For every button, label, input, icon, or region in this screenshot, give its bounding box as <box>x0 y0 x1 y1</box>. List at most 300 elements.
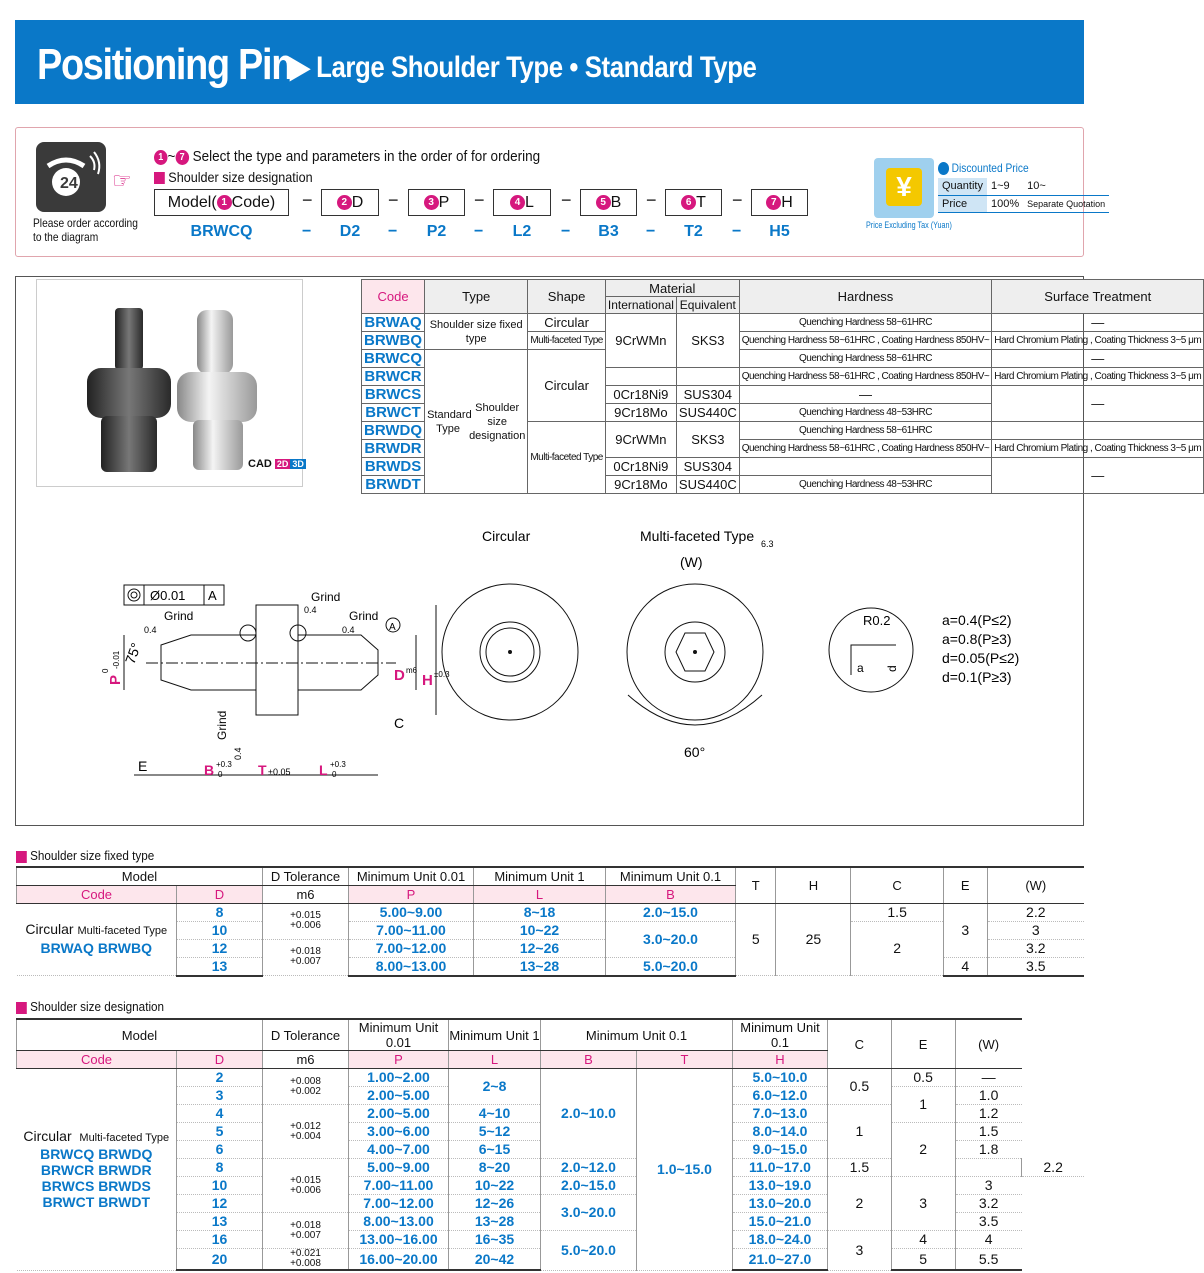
col-shape: Shape <box>528 280 606 314</box>
surface-cell: — <box>992 314 1204 332</box>
b-cell: 5.0~20.0 <box>606 957 736 976</box>
l-cell: 20~42 <box>449 1249 541 1271</box>
shoulder-label-text: Shoulder size designation <box>168 169 313 185</box>
separator-dash: − <box>474 190 485 210</box>
p-cell: 7.00~11.00 <box>349 921 474 939</box>
col-hardness: Hardness <box>739 280 992 314</box>
h-l: L <box>474 885 606 903</box>
p-tol-bot: -0.01 <box>112 650 121 669</box>
b-cell: 3.0~20.0 <box>541 1195 637 1231</box>
tol-upper: +0.012 <box>290 1120 321 1132</box>
t-tol: ±0.05 <box>268 767 291 777</box>
surface-cell: — <box>992 386 1204 422</box>
hardness-cell: — <box>739 386 992 404</box>
b-cell: 5.0~20.0 <box>541 1231 637 1271</box>
p-cell: 7.00~12.00 <box>349 939 474 957</box>
l-cell: 10~22 <box>474 921 606 939</box>
h-cell: 15.0~21.0 <box>733 1213 828 1231</box>
mat-cell: 0Cr18Ni9 <box>605 458 676 476</box>
l-cell: 13~28 <box>449 1213 541 1231</box>
code-cell: BRWDT <box>98 1194 151 1211</box>
cad-2d-icon[interactable]: 2D <box>276 459 289 469</box>
p-cell: 2.00~5.00 <box>349 1105 449 1123</box>
w-cell: 2.2 <box>1022 1159 1084 1177</box>
h-min1: Minimum Unit 1 <box>474 867 606 885</box>
h-d: D <box>177 885 263 903</box>
code-brwbq: BRWBQ <box>97 940 152 957</box>
shape-cell: Multi-faceted Type <box>528 422 606 494</box>
b-dim: B <box>204 762 215 778</box>
l-cell: 13~28 <box>474 957 606 976</box>
pointing-hand-icon: ☞ <box>112 168 132 193</box>
type-standard-text: Standard Type <box>427 408 472 435</box>
hardness-cell: Quenching Hardness 58~61HRC <box>739 422 992 440</box>
e-cell: 4 <box>891 1231 955 1249</box>
h-min001: Minimum Unit 0.01 <box>349 1019 449 1051</box>
e-cell: 3 <box>943 903 987 957</box>
step-number-icon: 2 <box>337 195 352 210</box>
desig-code-cell <box>17 1069 177 1271</box>
cad-3d-icon[interactable]: 3D <box>292 459 304 469</box>
code-cell: BRWCS <box>41 1178 95 1195</box>
tol-cell <box>263 1159 349 1213</box>
b-cell: 2.0~15.0 <box>541 1177 637 1195</box>
code-cell: BRWDR <box>98 1162 152 1179</box>
w-cell: 3 <box>955 1177 1022 1195</box>
tol-cell <box>263 1213 349 1249</box>
example-dash: − <box>474 223 484 240</box>
w-cell: 3.5 <box>955 1213 1022 1231</box>
tol-upper: +0.015 <box>290 910 321 921</box>
code-cell: BRWDR <box>362 440 425 458</box>
h-e: E <box>943 867 987 903</box>
angle-75: 75° <box>121 640 145 667</box>
w-cell: — <box>955 1069 1022 1087</box>
order-note: Please order according to the diagram <box>33 216 138 244</box>
h-min01b: Minimum Unit 0.1 <box>733 1019 828 1051</box>
example-code: BRWCQ <box>190 223 253 240</box>
p-cell: 16.00~20.00 <box>349 1249 449 1271</box>
h-l: L <box>449 1051 541 1069</box>
multi-text: Multi-faceted Type <box>79 1132 170 1145</box>
example-l: L2 <box>512 223 532 240</box>
d-cell: 2 <box>177 1069 263 1087</box>
c-dim: C <box>394 715 405 731</box>
grind-label-3: Grind <box>349 609 379 623</box>
tol-upper: +0.008 <box>290 1075 321 1087</box>
step-number-icon: 3 <box>424 195 439 210</box>
c-cell: 0.5 <box>828 1069 892 1105</box>
pink-square-icon <box>16 851 27 863</box>
tol-upper: +0.018 <box>290 1219 321 1231</box>
fixed-type-table <box>16 866 1084 977</box>
equiv-cell: SKS3 <box>676 422 739 458</box>
t-cell: 5 <box>736 903 776 976</box>
l-cell: 10~22 <box>449 1177 541 1195</box>
separator-dash: − <box>646 190 657 210</box>
tol-lower: +0.004 <box>290 1130 321 1142</box>
w-cell: 3.2 <box>987 939 1084 957</box>
example-p: P2 <box>426 223 447 240</box>
qty-2: 10~ <box>1023 178 1109 195</box>
circular-text: Circular <box>23 1128 72 1145</box>
type-fixed: Shoulder size fixed type <box>425 314 528 350</box>
separator-dash: − <box>302 190 313 210</box>
example-dash: − <box>561 223 571 240</box>
step-number-icon: 5 <box>596 195 611 210</box>
pin-photo-illustration <box>37 280 302 486</box>
col-material: Material <box>605 280 739 297</box>
yen-glyph: ¥ <box>886 168 922 206</box>
blue-dot-icon <box>938 162 949 175</box>
code-cell: BRWBQ <box>362 332 425 350</box>
tol-upper: +0.015 <box>290 1174 321 1186</box>
circular-view-label: Circular <box>482 528 531 544</box>
b-box <box>580 189 637 216</box>
c-cell: 1.5 <box>851 903 944 921</box>
d-cell: 16 <box>177 1231 263 1249</box>
tol-upper: +0.018 <box>290 946 321 958</box>
p-cell: 5.00~9.00 <box>349 903 474 921</box>
roughness-label: 0.4 <box>144 625 157 635</box>
h-h: H <box>776 867 851 903</box>
h-min01: Minimum Unit 0.1 <box>606 867 736 885</box>
fixed-label-text: Shoulder size fixed type <box>30 848 155 863</box>
step-number-icon: 7 <box>766 195 781 210</box>
p-cell: 5.00~9.00 <box>349 1159 449 1177</box>
qty-label: Quantity <box>938 178 987 195</box>
material-table <box>361 279 1204 494</box>
tol-cell <box>263 1105 349 1159</box>
hardness-cell: Quenching Hardness 48~53HRC <box>739 404 992 422</box>
h-min01: Minimum Unit 0.1 <box>541 1019 733 1051</box>
d-cell: 12 <box>177 1195 263 1213</box>
e-cell: 4 <box>943 957 987 976</box>
roughness-63: 6.3 <box>761 539 774 549</box>
p-cell: 7.00~11.00 <box>349 1177 449 1195</box>
p-cell: 4.00~7.00 <box>349 1141 449 1159</box>
h-p: P <box>349 1051 449 1069</box>
example-dash: − <box>732 223 742 240</box>
e-cell: 2 <box>891 1123 955 1177</box>
price-excl-tax: Price Excluding Tax (Yuan) <box>866 220 952 230</box>
code-cell: BRWDQ <box>98 1146 153 1163</box>
d-cell: 10 <box>177 921 263 939</box>
example-dash: − <box>646 223 656 240</box>
step-number-icon: 1 <box>217 195 232 210</box>
code-cell: BRWDS <box>362 458 425 476</box>
h-b: B <box>541 1051 637 1069</box>
yen-icon <box>874 158 934 218</box>
h-label: H <box>781 194 793 211</box>
tol-lower: +0.002 <box>290 1085 321 1097</box>
step-range-tilde: ~ <box>167 148 176 165</box>
example-h: H5 <box>769 223 790 240</box>
code-cell: BRWCT <box>42 1194 95 1211</box>
shoulder-size-label <box>154 169 313 185</box>
code-cell: BRWCS <box>362 386 425 404</box>
d-cell: 13 <box>177 1213 263 1231</box>
example-d: D2 <box>339 223 361 240</box>
w-cell: 1.5 <box>955 1123 1022 1141</box>
code-cell: BRWCQ <box>362 350 425 368</box>
w-dim: (W) <box>680 554 703 570</box>
surface-cell: — <box>992 458 1204 494</box>
h-dtol: D Tolerance <box>263 867 349 885</box>
multi-view-label: Multi-faceted Type <box>640 528 755 544</box>
d-label: D <box>351 194 364 211</box>
tol-upper: +0.021 <box>290 1248 321 1259</box>
e-cell: 0.5 <box>891 1069 955 1087</box>
h-cell: 25 <box>776 903 851 976</box>
code-cell: BRWCT <box>362 404 425 422</box>
svg-text:24: 24 <box>60 175 78 192</box>
b-cell: 3.0~20.0 <box>606 921 736 957</box>
e-cell: 1 <box>891 1087 955 1123</box>
p-cell: 1.00~2.00 <box>349 1069 449 1087</box>
mat-cell: 9CrWMn <box>605 314 676 368</box>
tol-cell <box>263 939 349 976</box>
code-cell: BRWCR <box>362 368 425 386</box>
code-cell: BRWAQ <box>362 314 425 332</box>
page-title: Positioning Pin <box>37 40 294 89</box>
code-cell: BRWDT <box>362 476 425 494</box>
l-cell: 8~20 <box>449 1159 541 1177</box>
b-cell: 2.0~10.0 <box>541 1069 637 1159</box>
angle-60: 60° <box>684 744 706 760</box>
step-number-icon: 6 <box>681 195 696 210</box>
h-h: H <box>733 1051 828 1069</box>
p-cell: 8.00~13.00 <box>349 1213 449 1231</box>
l-cell: 6~15 <box>449 1141 541 1159</box>
title-bar <box>15 20 1084 104</box>
d-cell: 13 <box>177 957 263 976</box>
l-cell: 12~26 <box>474 939 606 957</box>
t-dim: T <box>258 762 267 778</box>
p-dim: P <box>107 674 124 685</box>
qty-1: 1~9 <box>987 178 1023 195</box>
l-cell: 4~10 <box>449 1105 541 1123</box>
c-cell: 2 <box>828 1177 892 1231</box>
pink-square-icon <box>154 172 165 184</box>
w-cell: 3.5 <box>987 957 1084 976</box>
w-cell: 2.2 <box>987 903 1084 921</box>
h-t: T <box>736 867 776 903</box>
hardness-cell <box>739 458 992 476</box>
step-number-icon: 7 <box>175 150 189 165</box>
hardness-cell: Quenching Hardness 58~61HRC , Coating Hardness 850HV~ <box>739 368 992 386</box>
w-cell: 5.5 <box>955 1249 1022 1271</box>
roughness-label: 0.4 <box>304 605 317 615</box>
discounted-text: Discounted Price <box>951 161 1029 175</box>
technical-drawing <box>16 495 1083 825</box>
b-tol-zero: 0 <box>218 770 223 779</box>
h-dtol: D Tolerance <box>263 1019 349 1051</box>
tol-lower: +0.006 <box>290 1184 321 1196</box>
hardness-cell: Quenching Hardness 58~61HRC <box>739 350 992 368</box>
price-label: Price <box>938 195 987 212</box>
l-cell: 8~18 <box>474 903 606 921</box>
l-tol: +0.3 <box>330 760 346 769</box>
h-m6: m6 <box>263 1051 349 1069</box>
product-photo <box>36 279 303 487</box>
w-cell: 1.2 <box>955 1105 1022 1123</box>
w-cell: 1.8 <box>955 1141 1022 1159</box>
shape-cell: Circular <box>528 350 606 422</box>
w-cell: 3 <box>987 921 1084 939</box>
tol-lower: +0.006 <box>290 920 321 931</box>
h-cell: 5.0~10.0 <box>733 1069 828 1087</box>
t-box <box>665 189 722 216</box>
code-cell: BRWDQ <box>362 422 425 440</box>
h-model: Model <box>17 867 263 885</box>
equiv-cell: SUS440C <box>676 404 739 422</box>
d-dim: D <box>394 667 405 684</box>
l-cell: 2~8 <box>449 1069 541 1105</box>
mat-cell: 9CrWMn <box>605 422 676 458</box>
ordering-box <box>15 127 1106 257</box>
h-cell: 21.0~27.0 <box>733 1249 828 1271</box>
d-cell: 6 <box>177 1141 263 1159</box>
fixed-code-cell <box>17 903 177 976</box>
roughness-label: 0.4 <box>233 747 243 760</box>
h-box <box>751 189 808 216</box>
l-cell: 12~26 <box>449 1195 541 1213</box>
p-label: P <box>438 194 450 211</box>
separator-dash: − <box>388 190 399 210</box>
d-cell: 10 <box>177 1177 263 1195</box>
pink-square-icon <box>16 1002 27 1014</box>
d-cell: 3 <box>177 1087 263 1105</box>
p-tol-top: 0 <box>101 668 110 673</box>
example-t: T2 <box>684 223 703 240</box>
grind-label-2: Grind <box>311 590 341 604</box>
b-tol: +0.3 <box>216 760 232 769</box>
datum-circle-a: A <box>389 622 396 633</box>
surface-cell: Hard Chromium Plating , Coating Thickness 3~5 μm <box>992 368 1204 386</box>
d-cell: 12 <box>177 939 263 957</box>
a-dim: a <box>857 661 864 675</box>
type-standard <box>425 350 528 494</box>
code-brwaq: BRWAQ <box>40 940 94 957</box>
r-dim: R0.2 <box>863 613 891 628</box>
designation-section-label <box>16 999 164 1014</box>
tol-cell <box>263 1069 349 1105</box>
page-subtitle: ▶ Large Shoulder Type • Standard Type <box>290 51 757 84</box>
mat-cell: 0Cr18Ni9 <box>605 386 676 404</box>
t-cell: 1.0~15.0 <box>637 1069 733 1271</box>
col-equiv: Equivalent <box>676 297 739 314</box>
h-min1: Minimum Unit 1 <box>449 1019 541 1051</box>
surface-cell: — <box>992 350 1204 368</box>
hardness-cell: Quenching Hardness 58~61HRC , Coating Hardness 850HV~ <box>739 332 992 350</box>
b-cell: 2.0~12.0 <box>541 1159 637 1177</box>
d-cell: 20 <box>177 1249 263 1271</box>
fixed-section-label <box>16 848 154 863</box>
designation-label-text: Shoulder size designation <box>30 999 165 1014</box>
d-cell: 4 <box>177 1105 263 1123</box>
d-tol: m6 <box>406 666 418 675</box>
h-cell: 13.0~20.0 <box>733 1195 828 1213</box>
w-cell: 1.0 <box>955 1087 1022 1105</box>
col-code: Code <box>362 280 425 314</box>
p-cell: 2.00~5.00 <box>349 1087 449 1105</box>
note-2: a=0.8(P≥3) <box>942 631 1012 647</box>
step-number-icon: 4 <box>510 195 525 210</box>
tol-lower: +0.007 <box>290 956 321 968</box>
grind-label-1: Grind <box>164 609 194 623</box>
surface-cell <box>992 422 1204 440</box>
h-model: Model <box>17 1019 263 1051</box>
w-cell: 3.2 <box>955 1195 1022 1213</box>
c-cell: 2 <box>851 921 944 976</box>
example-dash: − <box>302 223 312 240</box>
col-intl: International <box>605 297 676 314</box>
cad-badge[interactable] <box>248 458 306 470</box>
p-cell: 13.00~16.00 <box>349 1231 449 1249</box>
h-d: D <box>177 1051 263 1069</box>
price-2: Separate Quotation <box>1023 195 1109 212</box>
l-label: L <box>525 194 534 211</box>
discounted-price-label <box>938 161 1029 175</box>
example-dash: − <box>388 223 398 240</box>
p-cell: 8.00~13.00 <box>349 957 474 976</box>
col-type: Type <box>425 280 528 314</box>
h-cell: 13.0~19.0 <box>733 1177 828 1195</box>
code-cell: BRWCQ <box>40 1146 95 1163</box>
equiv-cell: SUS304 <box>676 386 739 404</box>
concentricity-value: Ø0.01 <box>150 588 186 603</box>
dd-dim: d <box>885 665 899 672</box>
e-cell: 5 <box>891 1249 955 1271</box>
h-cell: 18.0~24.0 <box>733 1231 828 1249</box>
h-cell: 7.0~13.0 <box>733 1105 828 1123</box>
d-cell: 8 <box>177 903 263 921</box>
separator-dash: − <box>732 190 743 210</box>
spec-panel <box>15 276 1202 826</box>
hardness-cell: Quenching Hardness 58~61HRC , Coating Hardness 850HV~ <box>739 440 992 458</box>
cad-label: CAD <box>248 458 272 470</box>
h-m6: m6 <box>263 885 349 903</box>
h-w: (W) <box>987 867 1084 903</box>
h-e: E <box>891 1019 955 1069</box>
h-c: C <box>828 1019 892 1069</box>
tol-cell <box>263 1249 349 1271</box>
price-1: 100% <box>987 195 1023 212</box>
l-cell: 16~35 <box>449 1231 541 1249</box>
p-box <box>408 189 465 216</box>
note-1: a=0.4(P≤2) <box>942 612 1012 628</box>
phone-24h-icon <box>36 142 106 212</box>
shape-cell: Circular <box>528 314 606 332</box>
e-cell <box>955 1159 1022 1177</box>
h-code: Code <box>17 1051 177 1069</box>
l-tol-zero: 0 <box>332 770 337 779</box>
h-cell: 11.0~17.0 <box>733 1159 828 1177</box>
example-b: B3 <box>598 223 619 240</box>
c-cell: 1 <box>828 1105 892 1159</box>
l-box <box>493 189 551 216</box>
equiv-cell: SKS3 <box>676 314 739 368</box>
multi-text: Multi-faceted Type <box>77 925 168 938</box>
note-3: d=0.05(P≤2) <box>942 650 1020 666</box>
h-cell: 9.0~15.0 <box>733 1141 828 1159</box>
mat-cell: 9Cr18Mo <box>605 476 676 494</box>
shape-cell: Multi-faceted Type <box>528 332 606 350</box>
order-instruction <box>154 148 540 165</box>
hardness-cell: Quenching Hardness 48~53HRC <box>739 476 992 494</box>
b-cell: 2.0~15.0 <box>606 903 736 921</box>
